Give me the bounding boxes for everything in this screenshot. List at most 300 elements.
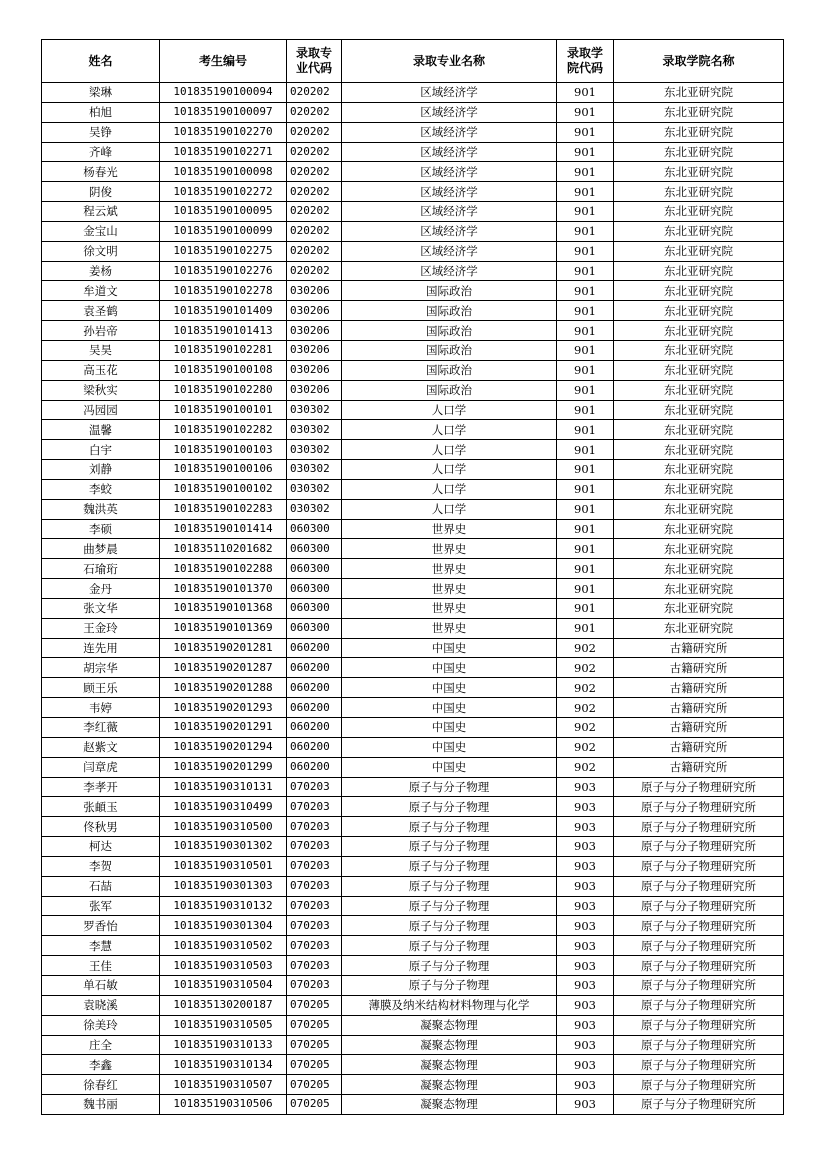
cell-exam-id: 101835190310501 — [160, 856, 287, 876]
cell-exam-id: 101835190301302 — [160, 837, 287, 857]
cell-major-name: 国际政治 — [342, 301, 557, 321]
table-row — [42, 261, 784, 281]
cell-major-code: 060300 — [287, 559, 342, 579]
cell-major-name: 区域经济学 — [342, 122, 557, 142]
cell-major-name: 人口学 — [342, 440, 557, 460]
cell-name: 石喆 — [42, 876, 160, 896]
cell-exam-id: 101835190301304 — [160, 916, 287, 936]
table-row — [42, 360, 784, 380]
cell-college-name: 东北亚研究院 — [614, 102, 784, 122]
cell-name: 魏书丽 — [42, 1095, 160, 1115]
cell-college-name: 古籍研究所 — [614, 638, 784, 658]
cell-name: 柏旭 — [42, 102, 160, 122]
cell-college-name: 东北亚研究院 — [614, 360, 784, 380]
cell-college-code: 903 — [557, 876, 614, 896]
cell-college-name: 东北亚研究院 — [614, 400, 784, 420]
table-row — [42, 479, 784, 499]
cell-major-name: 凝聚态物理 — [342, 1055, 557, 1075]
cell-major-code: 060200 — [287, 718, 342, 738]
cell-exam-id: 101835190100108 — [160, 360, 287, 380]
cell-college-name: 原子与分子物理研究所 — [614, 1095, 784, 1115]
cell-college-code: 903 — [557, 797, 614, 817]
cell-college-name: 古籍研究所 — [614, 718, 784, 738]
cell-name: 胡宗华 — [42, 658, 160, 678]
cell-major-name: 凝聚态物理 — [342, 1095, 557, 1115]
cell-major-name: 世界史 — [342, 579, 557, 599]
cell-name: 魏洪英 — [42, 499, 160, 519]
cell-exam-id: 101835190101370 — [160, 579, 287, 599]
cell-exam-id: 101835190100102 — [160, 479, 287, 499]
cell-college-name: 原子与分子物理研究所 — [614, 777, 784, 797]
cell-college-name: 原子与分子物理研究所 — [614, 995, 784, 1015]
table-row — [42, 837, 784, 857]
cell-major-name: 区域经济学 — [342, 241, 557, 261]
cell-exam-id: 101835190201287 — [160, 658, 287, 678]
cell-college-name: 原子与分子物理研究所 — [614, 837, 784, 857]
cell-college-name: 东北亚研究院 — [614, 261, 784, 281]
header-college-name: 录取学院名称 — [614, 40, 784, 83]
cell-major-name: 中国史 — [342, 698, 557, 718]
cell-major-code: 070205 — [287, 995, 342, 1015]
cell-name: 冯园园 — [42, 400, 160, 420]
cell-major-name: 原子与分子物理 — [342, 777, 557, 797]
cell-major-code: 070203 — [287, 797, 342, 817]
cell-college-name: 原子与分子物理研究所 — [614, 1015, 784, 1035]
cell-college-name: 东北亚研究院 — [614, 420, 784, 440]
table-row — [42, 83, 784, 103]
cell-exam-id: 101835190201291 — [160, 718, 287, 738]
table-row — [42, 122, 784, 142]
cell-college-code: 901 — [557, 579, 614, 599]
cell-name: 梁秋实 — [42, 380, 160, 400]
table-row — [42, 440, 784, 460]
cell-exam-id: 101835190310132 — [160, 896, 287, 916]
cell-exam-id: 101835190301303 — [160, 876, 287, 896]
cell-name: 曲梦晨 — [42, 539, 160, 559]
cell-college-name: 原子与分子物理研究所 — [614, 1075, 784, 1095]
cell-exam-id: 101835190310505 — [160, 1015, 287, 1035]
cell-college-code: 903 — [557, 995, 614, 1015]
table-row — [42, 995, 784, 1015]
cell-major-name: 凝聚态物理 — [342, 1035, 557, 1055]
cell-major-name: 区域经济学 — [342, 162, 557, 182]
cell-exam-id: 101835190101368 — [160, 598, 287, 618]
table-row — [42, 718, 784, 738]
table-row — [42, 162, 784, 182]
cell-college-name: 东北亚研究院 — [614, 479, 784, 499]
cell-major-name: 凝聚态物理 — [342, 1015, 557, 1035]
table-row — [42, 956, 784, 976]
table-body — [42, 83, 784, 1115]
cell-exam-id: 101835190310499 — [160, 797, 287, 817]
cell-name: 齐峰 — [42, 142, 160, 162]
cell-college-code: 903 — [557, 1035, 614, 1055]
cell-major-code: 020202 — [287, 261, 342, 281]
cell-exam-id: 101835190102276 — [160, 261, 287, 281]
cell-exam-id: 101835190310134 — [160, 1055, 287, 1075]
cell-major-code: 070203 — [287, 936, 342, 956]
table-row — [42, 241, 784, 261]
cell-college-name: 东北亚研究院 — [614, 559, 784, 579]
table-row — [42, 1055, 784, 1075]
cell-major-code: 060200 — [287, 698, 342, 718]
cell-name: 石瑜珩 — [42, 559, 160, 579]
cell-exam-id: 101835190201294 — [160, 737, 287, 757]
cell-college-code: 902 — [557, 737, 614, 757]
cell-major-code: 070203 — [287, 896, 342, 916]
cell-college-name: 东北亚研究院 — [614, 460, 784, 480]
cell-name: 刘静 — [42, 460, 160, 480]
cell-exam-id: 101835190102283 — [160, 499, 287, 519]
cell-exam-id: 101835190310133 — [160, 1035, 287, 1055]
cell-major-code: 030302 — [287, 440, 342, 460]
cell-major-name: 原子与分子物理 — [342, 797, 557, 817]
cell-college-code: 901 — [557, 420, 614, 440]
cell-college-name: 原子与分子物理研究所 — [614, 1035, 784, 1055]
cell-major-code: 020202 — [287, 182, 342, 202]
table-row — [42, 1075, 784, 1095]
cell-major-name: 中国史 — [342, 737, 557, 757]
cell-major-code: 030206 — [287, 360, 342, 380]
table-row — [42, 380, 784, 400]
cell-college-name: 东北亚研究院 — [614, 321, 784, 341]
cell-exam-id: 101835190100098 — [160, 162, 287, 182]
cell-major-code: 060300 — [287, 618, 342, 638]
cell-college-name: 东北亚研究院 — [614, 221, 784, 241]
cell-exam-id: 101835190100103 — [160, 440, 287, 460]
cell-exam-id: 101835190101409 — [160, 301, 287, 321]
cell-major-name: 国际政治 — [342, 360, 557, 380]
cell-college-code: 903 — [557, 916, 614, 936]
cell-name: 徐美玲 — [42, 1015, 160, 1035]
cell-college-code: 903 — [557, 975, 614, 995]
cell-college-name: 东北亚研究院 — [614, 340, 784, 360]
cell-college-code: 901 — [557, 301, 614, 321]
cell-exam-id: 101835190102282 — [160, 420, 287, 440]
cell-name: 阴俊 — [42, 182, 160, 202]
cell-name: 李蛟 — [42, 479, 160, 499]
cell-major-name: 世界史 — [342, 539, 557, 559]
cell-exam-id: 101835190310502 — [160, 936, 287, 956]
table-row — [42, 420, 784, 440]
cell-college-code: 901 — [557, 241, 614, 261]
cell-exam-id: 101835190310506 — [160, 1095, 287, 1115]
header-major-code: 录取专 业代码 — [287, 40, 342, 83]
cell-name: 吴铮 — [42, 122, 160, 142]
cell-college-code: 902 — [557, 638, 614, 658]
cell-name: 闫章虎 — [42, 757, 160, 777]
cell-exam-id: 101835190102275 — [160, 241, 287, 261]
cell-name: 杨春光 — [42, 162, 160, 182]
cell-major-code: 060200 — [287, 658, 342, 678]
cell-major-code: 070203 — [287, 817, 342, 837]
cell-name: 金丹 — [42, 579, 160, 599]
table-row — [42, 896, 784, 916]
cell-college-code: 901 — [557, 499, 614, 519]
cell-college-name: 东北亚研究院 — [614, 241, 784, 261]
cell-major-code: 030302 — [287, 420, 342, 440]
table-row — [42, 281, 784, 301]
cell-major-code: 070205 — [287, 1035, 342, 1055]
cell-college-code: 903 — [557, 956, 614, 976]
cell-name: 庄全 — [42, 1035, 160, 1055]
cell-college-code: 901 — [557, 400, 614, 420]
cell-college-code: 901 — [557, 440, 614, 460]
cell-major-code: 030302 — [287, 400, 342, 420]
cell-major-code: 020202 — [287, 122, 342, 142]
cell-major-code: 060200 — [287, 757, 342, 777]
cell-exam-id: 101835190102281 — [160, 340, 287, 360]
cell-college-code: 901 — [557, 460, 614, 480]
cell-major-code: 070205 — [287, 1015, 342, 1035]
cell-exam-id: 101835190100099 — [160, 221, 287, 241]
cell-college-code: 901 — [557, 162, 614, 182]
table-row — [42, 539, 784, 559]
table-row — [42, 658, 784, 678]
cell-major-name: 人口学 — [342, 420, 557, 440]
cell-major-name: 原子与分子物理 — [342, 936, 557, 956]
table-row — [42, 797, 784, 817]
cell-college-name: 原子与分子物理研究所 — [614, 975, 784, 995]
cell-name: 李鑫 — [42, 1055, 160, 1075]
cell-name: 牟道文 — [42, 281, 160, 301]
cell-exam-id: 101835190100101 — [160, 400, 287, 420]
cell-name: 梁琳 — [42, 83, 160, 103]
cell-exam-id: 101835190310503 — [160, 956, 287, 976]
cell-major-code: 070203 — [287, 876, 342, 896]
cell-major-code: 070205 — [287, 1075, 342, 1095]
cell-college-code: 901 — [557, 281, 614, 301]
cell-college-name: 原子与分子物理研究所 — [614, 896, 784, 916]
cell-major-code: 070203 — [287, 975, 342, 995]
cell-name: 王佳 — [42, 956, 160, 976]
cell-college-code: 902 — [557, 698, 614, 718]
cell-exam-id: 101835130200187 — [160, 995, 287, 1015]
cell-college-code: 901 — [557, 321, 614, 341]
cell-major-code: 020202 — [287, 142, 342, 162]
table-row — [42, 638, 784, 658]
cell-major-code: 030302 — [287, 479, 342, 499]
cell-college-code: 901 — [557, 261, 614, 281]
cell-major-code: 020202 — [287, 241, 342, 261]
cell-college-name: 古籍研究所 — [614, 678, 784, 698]
header-name: 姓名 — [42, 40, 160, 83]
cell-major-name: 中国史 — [342, 638, 557, 658]
cell-college-code: 901 — [557, 102, 614, 122]
cell-major-name: 中国史 — [342, 718, 557, 738]
cell-college-name: 东北亚研究院 — [614, 182, 784, 202]
table-row — [42, 400, 784, 420]
cell-major-code: 030206 — [287, 301, 342, 321]
cell-college-name: 东北亚研究院 — [614, 83, 784, 103]
cell-college-code: 903 — [557, 896, 614, 916]
cell-major-name: 人口学 — [342, 499, 557, 519]
cell-college-name: 东北亚研究院 — [614, 142, 784, 162]
cell-major-name: 原子与分子物理 — [342, 837, 557, 857]
cell-exam-id: 101835190310507 — [160, 1075, 287, 1095]
cell-name: 金宝山 — [42, 221, 160, 241]
cell-college-code: 903 — [557, 936, 614, 956]
cell-name: 李硕 — [42, 519, 160, 539]
table-row — [42, 321, 784, 341]
cell-exam-id: 101835190102278 — [160, 281, 287, 301]
cell-name: 张军 — [42, 896, 160, 916]
header-college-code: 录取学 院代码 — [557, 40, 614, 83]
cell-major-name: 薄膜及纳米结构材料物理与化学 — [342, 995, 557, 1015]
cell-major-code: 070203 — [287, 856, 342, 876]
cell-exam-id: 101835190102280 — [160, 380, 287, 400]
table-row — [42, 499, 784, 519]
cell-name: 顾王乐 — [42, 678, 160, 698]
table-row — [42, 142, 784, 162]
cell-major-name: 世界史 — [342, 559, 557, 579]
cell-college-code: 902 — [557, 757, 614, 777]
cell-major-name: 原子与分子物理 — [342, 876, 557, 896]
admission-table — [41, 39, 784, 1115]
table-row — [42, 916, 784, 936]
cell-college-name: 原子与分子物理研究所 — [614, 797, 784, 817]
cell-exam-id: 101835190102270 — [160, 122, 287, 142]
cell-name: 李孝开 — [42, 777, 160, 797]
cell-exam-id: 101835190201299 — [160, 757, 287, 777]
cell-major-name: 世界史 — [342, 618, 557, 638]
cell-college-code: 901 — [557, 202, 614, 222]
cell-major-code: 060200 — [287, 737, 342, 757]
cell-name: 高玉花 — [42, 360, 160, 380]
table-row — [42, 975, 784, 995]
cell-college-name: 原子与分子物理研究所 — [614, 956, 784, 976]
cell-name: 赵紫文 — [42, 737, 160, 757]
cell-major-name: 人口学 — [342, 460, 557, 480]
cell-college-code: 903 — [557, 1075, 614, 1095]
cell-major-name: 区域经济学 — [342, 142, 557, 162]
cell-major-name: 中国史 — [342, 757, 557, 777]
cell-name: 韦婷 — [42, 698, 160, 718]
cell-major-name: 区域经济学 — [342, 221, 557, 241]
cell-exam-id: 101835190100106 — [160, 460, 287, 480]
cell-major-name: 原子与分子物理 — [342, 975, 557, 995]
cell-major-code: 070205 — [287, 1055, 342, 1075]
table-row — [42, 202, 784, 222]
cell-major-code: 060300 — [287, 579, 342, 599]
cell-major-code: 060300 — [287, 519, 342, 539]
cell-name: 单石敏 — [42, 975, 160, 995]
cell-name: 李贺 — [42, 856, 160, 876]
cell-college-name: 古籍研究所 — [614, 757, 784, 777]
cell-name: 张頔玉 — [42, 797, 160, 817]
cell-exam-id: 101835190101414 — [160, 519, 287, 539]
cell-major-code: 070203 — [287, 916, 342, 936]
cell-major-code: 060300 — [287, 598, 342, 618]
cell-college-code: 901 — [557, 598, 614, 618]
table-row — [42, 301, 784, 321]
cell-college-code: 901 — [557, 83, 614, 103]
cell-college-name: 东北亚研究院 — [614, 618, 784, 638]
table-row — [42, 579, 784, 599]
cell-college-code: 901 — [557, 479, 614, 499]
cell-exam-id: 101835190102288 — [160, 559, 287, 579]
cell-exam-id: 101835190102272 — [160, 182, 287, 202]
table-row — [42, 678, 784, 698]
cell-college-name: 东北亚研究院 — [614, 122, 784, 142]
cell-college-code: 901 — [557, 182, 614, 202]
cell-name: 连先用 — [42, 638, 160, 658]
cell-name: 佟秋男 — [42, 817, 160, 837]
cell-major-name: 国际政治 — [342, 340, 557, 360]
table-row — [42, 737, 784, 757]
table-row — [42, 460, 784, 480]
cell-major-name: 人口学 — [342, 400, 557, 420]
cell-name: 袁晓溪 — [42, 995, 160, 1015]
table-row — [42, 221, 784, 241]
cell-name: 徐文明 — [42, 241, 160, 261]
cell-major-name: 人口学 — [342, 479, 557, 499]
cell-major-name: 中国史 — [342, 658, 557, 678]
table-row — [42, 340, 784, 360]
cell-major-code: 020202 — [287, 221, 342, 241]
table-row — [42, 757, 784, 777]
cell-major-name: 凝聚态物理 — [342, 1075, 557, 1095]
cell-major-code: 030206 — [287, 321, 342, 341]
table-row — [42, 559, 784, 579]
cell-name: 程云斌 — [42, 202, 160, 222]
cell-major-code: 030302 — [287, 499, 342, 519]
cell-name: 李慧 — [42, 936, 160, 956]
table-row — [42, 1095, 784, 1115]
table-row — [42, 856, 784, 876]
cell-exam-id: 101835190310131 — [160, 777, 287, 797]
cell-college-code: 901 — [557, 519, 614, 539]
table-row — [42, 618, 784, 638]
cell-college-code: 903 — [557, 817, 614, 837]
table-row — [42, 102, 784, 122]
cell-college-code: 901 — [557, 360, 614, 380]
cell-college-code: 901 — [557, 539, 614, 559]
cell-college-name: 东北亚研究院 — [614, 162, 784, 182]
cell-exam-id: 101835190310500 — [160, 817, 287, 837]
cell-college-code: 902 — [557, 658, 614, 678]
cell-major-code: 020202 — [287, 102, 342, 122]
cell-major-name: 原子与分子物理 — [342, 817, 557, 837]
cell-exam-id: 101835190101369 — [160, 618, 287, 638]
cell-major-name: 区域经济学 — [342, 202, 557, 222]
cell-major-code: 020202 — [287, 83, 342, 103]
cell-name: 王金玲 — [42, 618, 160, 638]
cell-major-code: 030302 — [287, 460, 342, 480]
cell-college-code: 903 — [557, 837, 614, 857]
table-row — [42, 698, 784, 718]
table-row — [42, 598, 784, 618]
cell-major-code: 070203 — [287, 777, 342, 797]
cell-college-name: 古籍研究所 — [614, 658, 784, 678]
table-row — [42, 936, 784, 956]
cell-college-code: 903 — [557, 856, 614, 876]
cell-name: 吴昊 — [42, 340, 160, 360]
table-row — [42, 1035, 784, 1055]
cell-major-code: 020202 — [287, 202, 342, 222]
cell-exam-id: 101835190102271 — [160, 142, 287, 162]
cell-major-name: 区域经济学 — [342, 83, 557, 103]
cell-major-name: 国际政治 — [342, 281, 557, 301]
cell-exam-id: 101835190310504 — [160, 975, 287, 995]
table-row — [42, 777, 784, 797]
cell-college-code: 901 — [557, 122, 614, 142]
cell-major-code: 020202 — [287, 162, 342, 182]
table-row — [42, 182, 784, 202]
cell-major-name: 原子与分子物理 — [342, 896, 557, 916]
cell-name: 柯达 — [42, 837, 160, 857]
cell-major-name: 区域经济学 — [342, 182, 557, 202]
